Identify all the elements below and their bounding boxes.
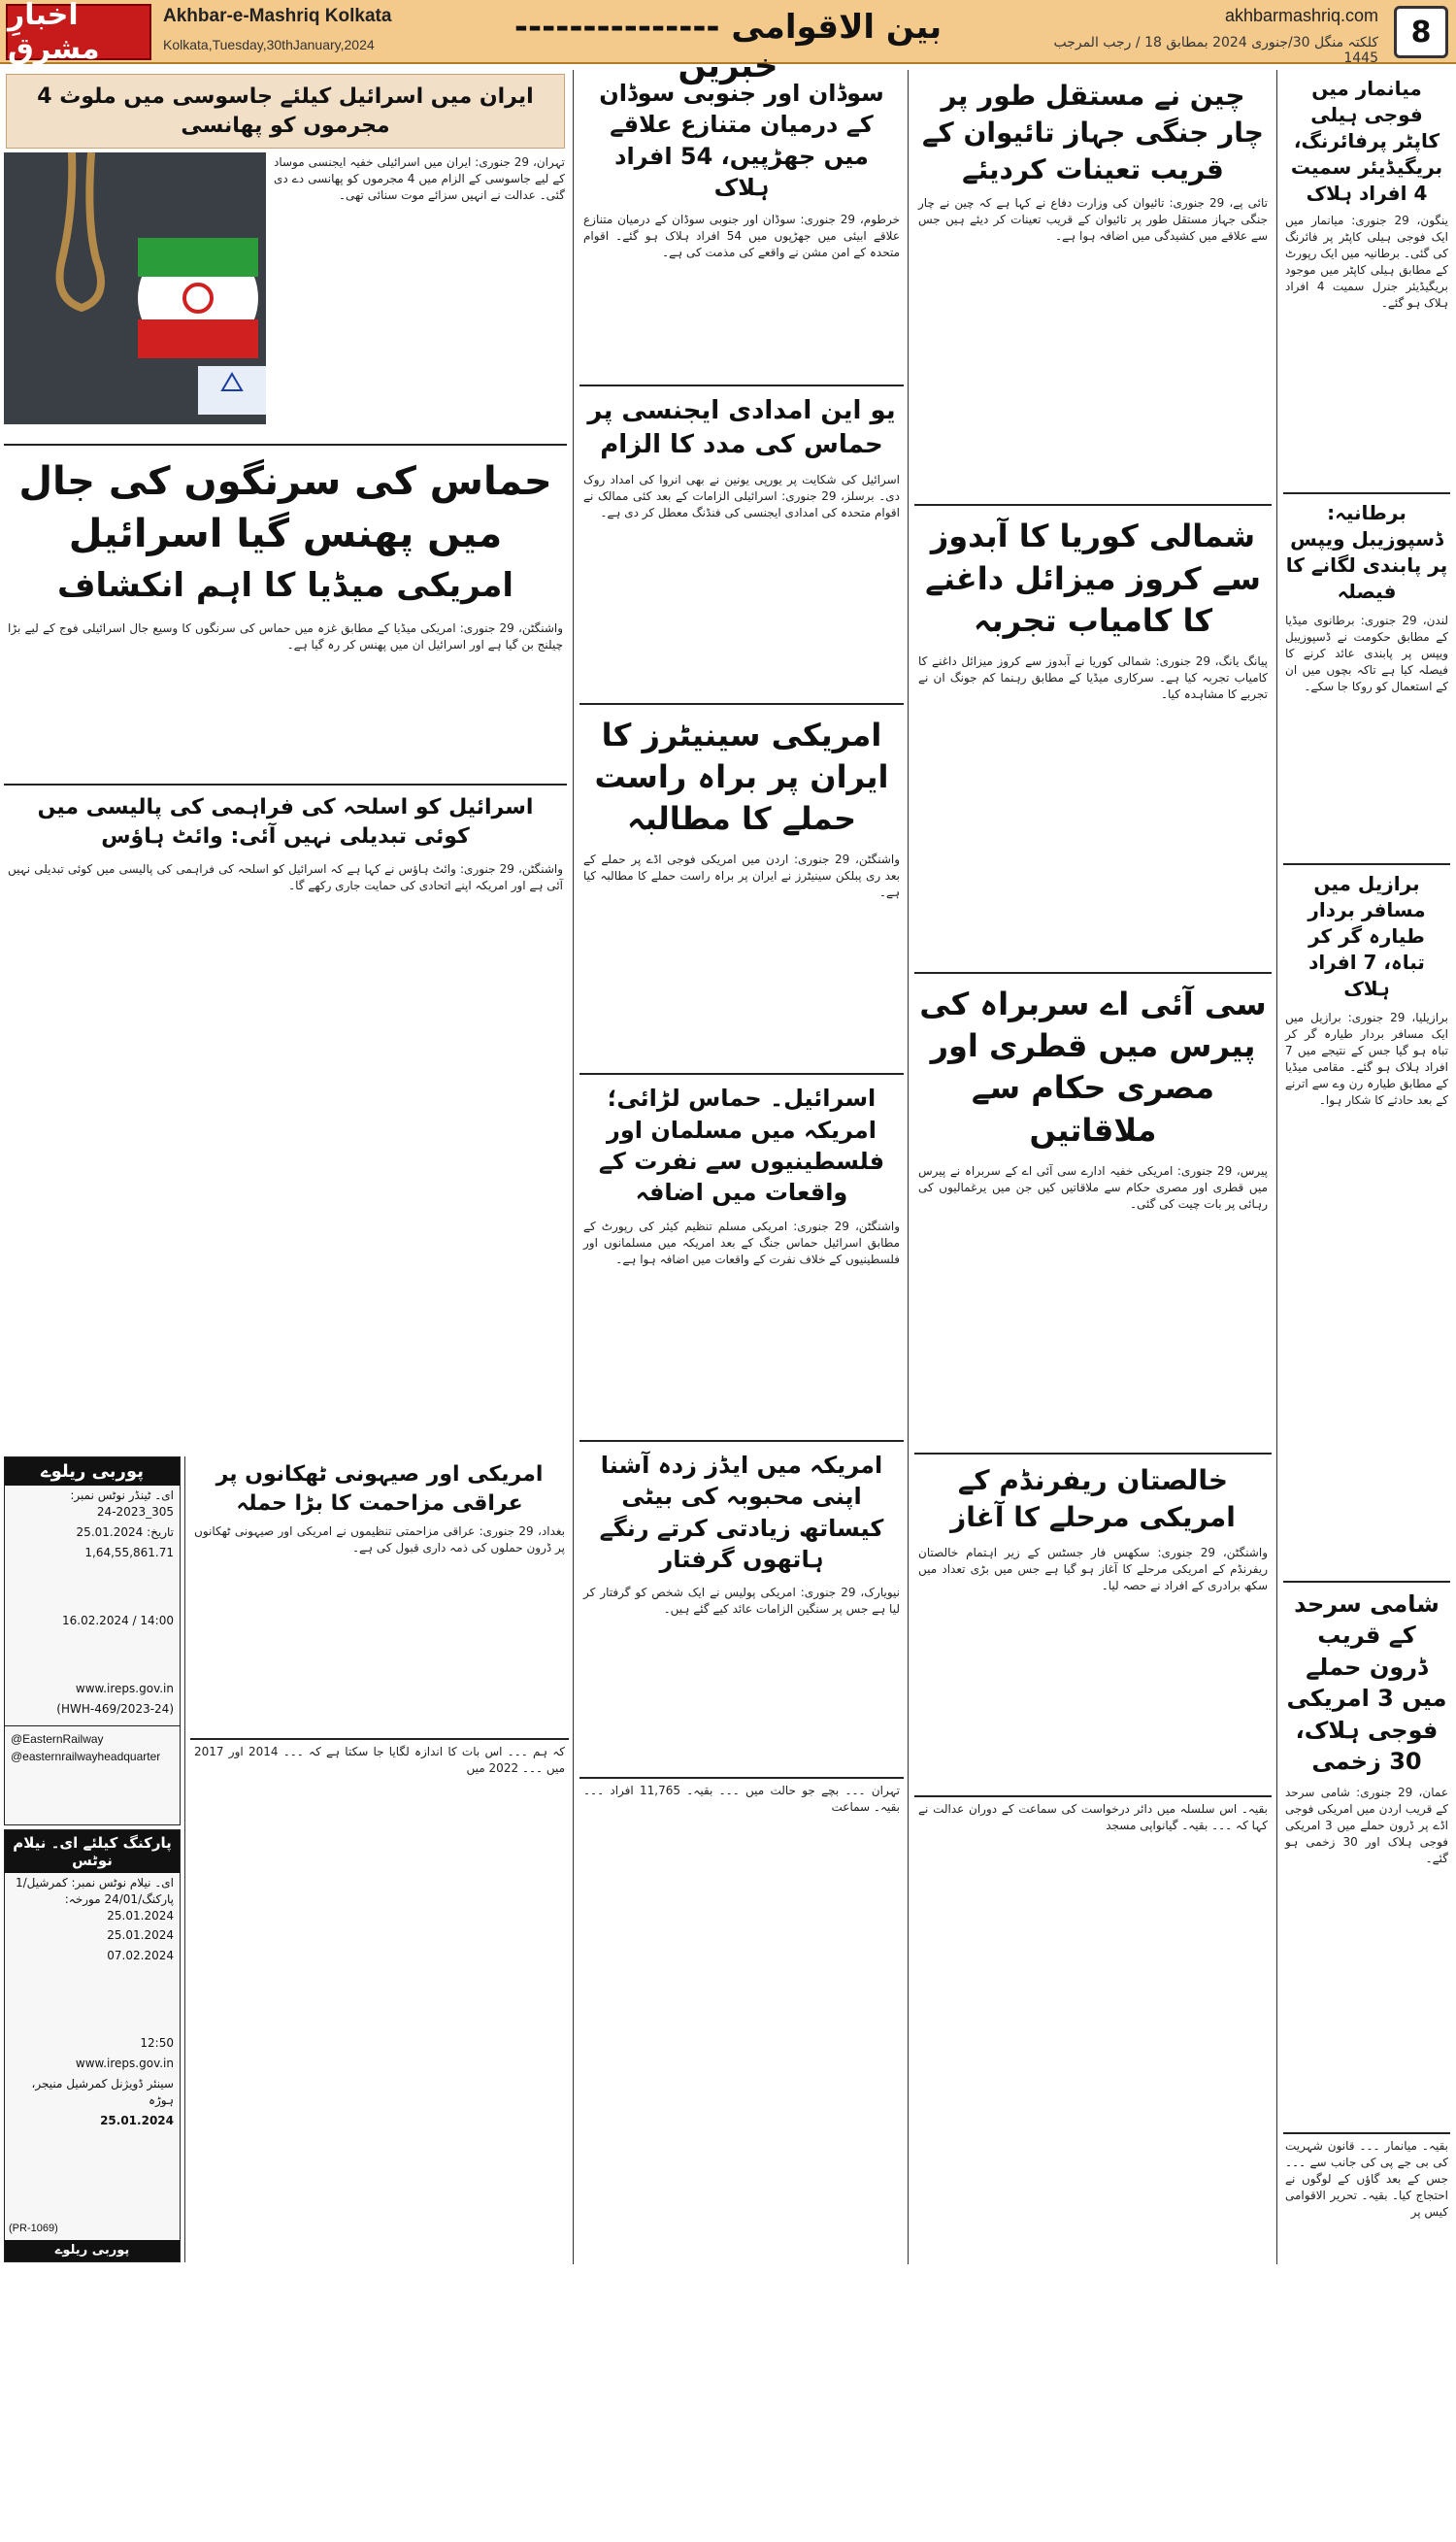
social-handle[interactable]: @easternrailwayheadquarter	[11, 1750, 161, 1763]
hijri-date: کلکتہ منگل 30/جنوری 2024 بمطابق 18 / رجب المرجب 1445	[1053, 35, 1378, 66]
article-hamas-tunnels: واشنگٹن، 29 جنوری: امریکی میڈیا کے مطابق غزہ میں حماس کی سرنگوں کا وسیع جال اسرائیلی فوج کے لیے بڑا چیلنج بن گیا ہے اور اسرائیل ان میں پھنس کر رہ گیا ہے۔	[8, 621, 564, 652]
article-hate-incidents: واشنگٹن، 29 جنوری: امریکی مسلم تنظیم کیئر کی رپورٹ کے مطابق اسرائیل حماس جنگ کے بعد امریکہ میں مسلمانوں اور فلسطینیوں کے خلاف نفرت کے واقعات میں اضافہ ہوا ہے۔	[583, 1219, 900, 1266]
ad-title: پارکنگ کیلئے ای۔ نیلام نوٹس	[5, 1830, 180, 1873]
continuation-text: بقیہ۔ اس سلسلہ میں دائر درخواست کی سماعت کے دوران عدالت نے کہا کہ ۔۔۔ بقیہ۔ گیانواپی مسجد	[918, 1802, 1268, 1833]
ad-code: (PR-1069)	[9, 2223, 58, 2234]
column-rule	[573, 70, 574, 2264]
headline-iran-executions: ایران میں اسرائیل کیلئے جاسوسی میں ملوث 4 مجرموں کو پھانسی	[6, 74, 565, 149]
headline-unrwa: یو این امدادی ایجنسی پر حماس کی مدد کا الزام	[587, 395, 896, 459]
article-china-warships: تائی پے، 29 جنوری: تائیوان کی وزارت دفاع نے کہا ہے کہ چین نے چار جنگی جہاز مستقل طور پر تائیوان کے قریب تعینات کر دیئے ہیں جس سے علاقے میں کشیدگی میں اضافہ ہوا ہے۔	[918, 196, 1268, 244]
ad-link[interactable]: www.ireps.gov.in	[75, 2057, 174, 2070]
column-5	[1283, 72, 1450, 2262]
x-handle[interactable]: @EasternRailway	[11, 1732, 104, 1746]
column-rule	[908, 70, 909, 2264]
continuation-text: کہ ہم ۔۔۔ اس بات کا اندازہ لگایا جا سکتا ہے کہ ۔۔۔ 2014 اور 2017 میں ۔۔۔ 2022 میں	[194, 1745, 565, 1775]
continuation-text: تہران ۔۔۔ بچے جو حالت میں ۔۔۔ بقیہ۔ 11,765 افراد ۔۔۔ بقیہ۔ سماعت	[583, 1784, 900, 1815]
article-us-senators-iran: واشنگٹن، 29 جنوری: اردن میں امریکی فوجی اڈے پر حملے کے بعد ری پبلکن سینیٹرز نے ایران پر براہ راست حملے کا مطالبہ کیا ہے۔	[583, 853, 901, 900]
ad-line: ای۔ ٹینڈر نوٹس نمبر: 305_2023-24	[70, 1488, 174, 1519]
article-iraq-resistance: بغداد، 29 جنوری: عراقی مزاحمتی تنظیموں نے امریکی اور صیہونی ٹھکانوں پر ڈرون حملوں کی ذمہ داری قبول کی ہے۔	[194, 1524, 565, 1555]
headline-sudan: سوڈان اور جنوبی سوڈان کے درمیان متنازع علاقے میں جھڑپیں، 54 افراد ہلاک	[599, 80, 884, 202]
headline-myanmar: میانمار میں فوجی ہیلی کاپٹر پرفائرنگ، بریگیڈیئر سمیت 4 افراد ہلاک	[1290, 77, 1443, 205]
headline-syria-drone: شامی سرحد کے قریب ڈرون حملے میں 3 امریکی فوجی ہلاک، 30 زخمی	[1286, 1590, 1447, 1775]
brand-name: Akhbar-e-Mashriq Kolkata	[163, 6, 392, 26]
column-rule	[184, 1456, 185, 2262]
headline-china-warships: چین نے مستقل طور پر چار جنگی جہاز تائیوان کے قریب تعینات کردیئے	[922, 80, 1264, 185]
article-brazil-plane: برازیلیا، 29 جنوری: برازیل میں ایک مسافر بردار طیارہ گر کر تباہ ہو گیا جس کے نتیجے میں 7 افراد ہلاک ہو گئے۔ مقامی میڈیا کے مطابق طیارہ رن وے سے اترنے کے بعد حادثے کا شکار ہوا۔	[1285, 1011, 1448, 1107]
page-number: 8	[1394, 6, 1448, 58]
ad-link[interactable]: www.ireps.gov.in	[75, 1682, 174, 1695]
article-syria-drone: عمان، 29 جنوری: شامی سرحد کے قریب اردن میں امریکی فوجی اڈے پر ڈرون حملے میں 3 امریکی فوجی ہلاک اور 30 زخمی ہو گئے۔	[1285, 1786, 1449, 1866]
edition-date: Kolkata,Tuesday,30thJanuary,2024	[163, 37, 375, 52]
headline-khalistan: خالصتان ریفرنڈم کے امریکی مرحلے کا آغاز	[950, 1463, 1236, 1533]
continuation-block	[190, 1738, 569, 2262]
subheadline-hamas-tunnels: امریکی میڈیا کا اہم انکشاف	[56, 566, 514, 606]
headline-iraq-resistance: امریکی اور صیہونی ٹھکانوں پر عراقی مزاحمت کا بڑا حملہ	[215, 1462, 544, 1516]
column-rule	[1276, 70, 1277, 2264]
continuation-text: بقیہ۔ میانمار ۔۔۔ قانون شہریت کی بی جے پی کی جانب سے ۔۔۔ جس کے بعد گاؤں کے لوگوں نے احتجاج کیا۔ بقیہ۔ تحریر الاقوامی کیس پر	[1285, 2139, 1448, 2220]
column-3	[579, 72, 904, 2262]
ad-line: 14:00 / 16.02.2024	[62, 1614, 174, 1627]
article-north-korea: پیانگ یانگ، 29 جنوری: شمالی کوریا نے آبدوز سے کروز میزائل داغنے کا کامیاب تجربہ کیا ہے۔ سرکاری میڈیا کے مطابق رہنما کم جونگ ان نے تجربے کا مشاہدہ کیا۔	[918, 653, 1268, 701]
photo-noose-flag	[4, 152, 266, 424]
ad-footer: پوربی ریلوے	[5, 2240, 180, 2261]
article-block-iraq	[190, 1456, 569, 1738]
headline-uk-vapes: برطانیہ: ڈسپوزیبل ویپس پر پابندی لگانے کا فیصلہ	[1285, 501, 1448, 603]
ad-line: سینئر ڈویژنل کمرشیل منیجر، ہوڑہ	[31, 2077, 174, 2107]
newspaper-logo: اخبارِ مشرق	[6, 4, 151, 60]
section-title: --------------- بین الاقوامی خبریں	[513, 8, 943, 85]
headline-us-arrest: امریکہ میں ایڈز زدہ آشنا اپنی محبوبہ کی بیٹی کیساتھ زیادتی کرتے رنگے ہاتھوں گرفتار	[599, 1451, 884, 1574]
ad-line: (HWH-469/2023-24)	[56, 1702, 174, 1716]
headline-us-senators-iran: امریکی سینیٹرز کا ایران پر براہ راست حملے کا مطالبہ	[594, 716, 889, 838]
ad-date: 25.01.2024	[100, 2114, 174, 2127]
parking-auction-ad	[4, 1829, 181, 2262]
ad-line: 1,64,55,861.71	[84, 1546, 174, 1559]
article-myanmar: ینگون، 29 جنوری: میانمار میں ایک فوجی ہیلی کاپٹر پر فائرنگ کی گئی۔ برطانیہ میں ایک رپورٹ کے مطابق ہیلی کاپٹر میں موجود بریگیڈیئر جنرل سمیت 4 افراد ہلاک ہو گئے۔	[1285, 214, 1448, 310]
ad-line: تاریخ: 25.01.2024	[76, 1525, 174, 1539]
headline-north-korea: شمالی کوریا کا آبدوز سے کروز میزائل داغنے کا کامیاب تجربہ	[925, 518, 1261, 639]
eastern-railway-ad	[4, 1456, 181, 1825]
article-unrwa: اسرائیل کی شکایت پر یورپی یونین نے بھی انروا کی امداد روک دی۔ برسلز، 29 جنوری: اسرائیلی الزامات کے بعد کئی ممالک نے اقوام متحدہ کی امدادی ایجنسی کی فنڈنگ معطل کر دی ہے۔	[583, 472, 900, 519]
article-cia-paris: پیرس، 29 جنوری: امریکی خفیہ ادارے سی آئی اے کے سربراہ نے پیرس میں قطری اور مصری حکام سے ملاقاتیں کیں جن میں یرغمالیوں کی رہائی پر بات چیت کی گئی۔	[918, 1163, 1268, 1211]
headline-hate-incidents: اسرائیل۔ حماس لڑائی؛ امریکہ میں مسلمان اور فلسطینیوں سے نفرت کے واقعات میں اضافہ	[598, 1085, 885, 1207]
masthead	[0, 0, 1456, 85]
website-url[interactable]: akhbarmashriq.com	[1224, 6, 1378, 25]
article-khalistan: واشنگٹن، 29 جنوری: سکھس فار جسٹس کے زیر اہتمام خالصتان ریفرنڈم کے امریکی مرحلے کا آغاز ہو گیا ہے جس میں بڑی تعداد میں سکھ برادری کے افراد نے حصہ لیا۔	[918, 1546, 1268, 1593]
noose-icon	[4, 152, 266, 424]
ad-line: 25.01.2024	[107, 1928, 174, 1942]
article-sudan: خرطوم، 29 جنوری: سوڈان اور جنوبی سوڈان کے درمیان متنازع علاقے ابیئی میں جھڑپوں میں 54 افراد ہلاک ہو گئے۔ اقوام متحدہ کے امن مشن نے واقعے کی مذمت کی ہے۔	[583, 212, 900, 259]
ad-line: 12:50	[140, 2036, 174, 2050]
column-4	[914, 72, 1272, 2262]
headline-brazil-plane: برازیل میں مسافر بردار طیارہ گر کر تباہ، 7 افراد ہلاک	[1307, 872, 1426, 1000]
article-uk-vapes: لندن، 29 جنوری: برطانوی میڈیا کے مطابق حکومت نے ڈسپوزیبل ویپس پر پابندی عائد کرنے کا فیصلہ کیا ہے تاکہ بچوں میں ان کے استعمال کو روکا جا سکے۔	[1285, 614, 1449, 693]
headline-white-house: اسرائیل کو اسلحہ کی فراہمی کی پالیسی میں کوئی تبدیلی نہیں آئی: وائٹ ہاؤس	[37, 795, 534, 849]
ad-line: 07.02.2024	[107, 1949, 174, 1962]
ad-line: ای۔ نیلام نوٹس نمبر: کمرشیل/1 پارکنگ/24/01 مورخہ: 25.01.2024	[15, 1876, 174, 1923]
article-iran-executions: تہران، 29 جنوری: ایران میں اسرائیلی خفیہ ایجنسی موساد کے لیے جاسوسی کے الزام میں 4 مجرموں کو پھانسی دے دی گئی۔ عدالت نے انہیں سزائے موت سنائی تھی۔	[274, 155, 565, 203]
article-us-arrest: نیویارک، 29 جنوری: امریکی پولیس نے ایک شخص کو گرفتار کر لیا ہے جس پر سنگین الزامات عائد کیے گئے ہیں۔	[583, 1586, 900, 1617]
headline-cia-paris: سی آئی اے سربراہ کی پیرس میں قطری اور مصری حکام سے ملاقاتیں	[919, 985, 1267, 1149]
ad-title: پوربی ریلوے	[5, 1457, 180, 1486]
article-white-house: واشنگٹن، 29 جنوری: وائٹ ہاؤس نے کہا ہے کہ اسرائیل کو اسلحہ کی فراہمی کی پالیسی میں کوئی تبدیلی نہیں آئی ہے اور امریکہ اپنے اتحادی کی حمایت جاری رکھے گا۔	[8, 861, 564, 892]
headline-hamas-tunnels: حماس کی سرنگوں کی جال میں پھنس گیا اسرائیل	[18, 459, 552, 557]
column-1-2	[4, 72, 567, 1451]
